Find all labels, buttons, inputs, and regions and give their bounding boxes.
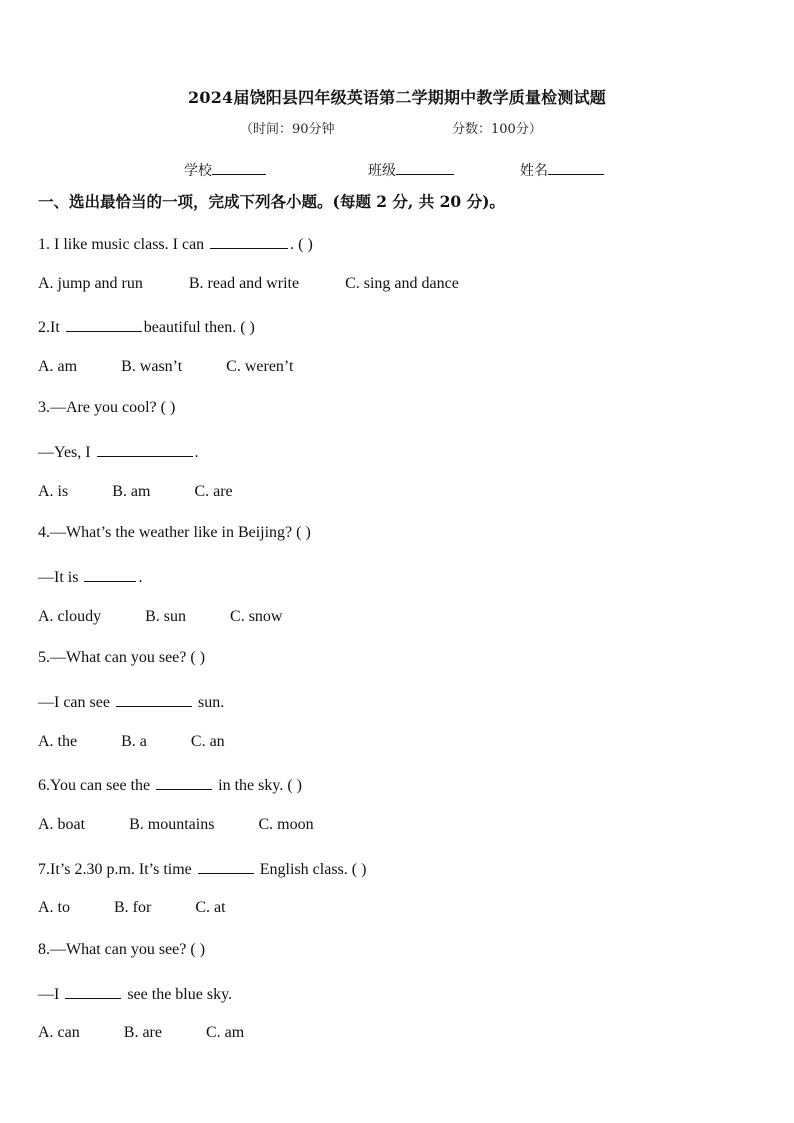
option-a[interactable]: A. is xyxy=(38,483,69,500)
question-3-answer-line xyxy=(38,441,199,462)
question-text: 6.You can see the xyxy=(38,777,155,794)
answer-blank[interactable] xyxy=(97,441,193,457)
question-8 xyxy=(38,941,205,959)
answer-blank[interactable] xyxy=(65,983,121,999)
option-c[interactable]: C. moon xyxy=(258,816,314,833)
name-blank[interactable] xyxy=(548,160,604,175)
question-text: —It is xyxy=(38,569,83,586)
option-c[interactable]: C. am xyxy=(205,1024,245,1041)
question-3 xyxy=(38,399,175,417)
question-6 xyxy=(38,774,302,795)
question-text: 3.—Are you cool? ( ) xyxy=(38,399,176,416)
question-text: 4.—What’s the weather like in Beijing? ( ) xyxy=(38,524,311,541)
school-field xyxy=(184,160,266,180)
option-b[interactable]: B. read and write xyxy=(188,275,300,292)
question-text: . xyxy=(138,569,143,586)
option-c[interactable]: C. weren’t xyxy=(226,358,294,375)
option-a[interactable]: A. am xyxy=(38,358,78,375)
options-8 xyxy=(38,1024,244,1042)
question-text: . ( ) xyxy=(290,236,313,253)
question-text: beautiful then. ( ) xyxy=(143,319,255,336)
question-text: in the sky. ( ) xyxy=(214,777,302,794)
name-field xyxy=(520,160,604,180)
question-5 xyxy=(38,649,205,667)
question-text: —Yes, I xyxy=(38,444,95,461)
question-2 xyxy=(38,316,255,337)
answer-blank[interactable] xyxy=(198,858,254,874)
option-b[interactable]: B. a xyxy=(121,733,147,750)
answer-blank[interactable] xyxy=(116,691,192,707)
option-b[interactable]: B. mountains xyxy=(129,816,215,833)
question-text: 8.—What can you see? ( ) xyxy=(38,941,206,958)
option-c[interactable]: C. at xyxy=(195,899,226,916)
options-7 xyxy=(38,899,226,917)
options-1 xyxy=(38,275,459,293)
options-2 xyxy=(38,358,293,376)
question-text: sun. xyxy=(193,694,225,711)
class-label: 班级 xyxy=(368,163,396,179)
question-4 xyxy=(38,524,311,542)
option-c[interactable]: C. sing and dance xyxy=(345,275,459,292)
question-5-answer-line xyxy=(38,691,224,712)
exam-time: （时间：90分钟 xyxy=(240,122,335,137)
school-blank[interactable] xyxy=(212,160,266,175)
answer-blank[interactable] xyxy=(84,566,136,582)
option-b[interactable]: B. am xyxy=(112,483,151,500)
option-a[interactable]: A. cloudy xyxy=(38,608,102,625)
question-text: English class. ( ) xyxy=(255,861,367,878)
options-4 xyxy=(38,608,282,626)
question-text: —I xyxy=(38,986,64,1003)
answer-blank[interactable] xyxy=(66,316,142,332)
question-text: 1. I like music class. I can xyxy=(38,236,209,253)
answer-blank[interactable] xyxy=(210,233,288,249)
option-b[interactable]: B. are xyxy=(123,1024,162,1041)
option-a[interactable]: A. the xyxy=(38,733,78,750)
option-b[interactable]: B. sun xyxy=(145,608,187,625)
question-4-answer-line xyxy=(38,566,142,587)
class-blank[interactable] xyxy=(396,160,454,175)
option-a[interactable]: A. can xyxy=(38,1024,80,1041)
question-text: 7.It’s 2.30 p.m. It’s time xyxy=(38,861,196,878)
option-c[interactable]: C. an xyxy=(190,733,225,750)
answer-blank[interactable] xyxy=(156,774,212,790)
section-heading: 一、选出最恰当的一项，完成下列各小题。(每题 2 分, 共 20 分)。 xyxy=(38,192,505,211)
question-7 xyxy=(38,858,366,879)
page-title: 2024届饶阳县四年级英语第二学期期中教学质量检测试题 xyxy=(188,88,606,107)
options-6 xyxy=(38,816,314,834)
question-text: —I can see xyxy=(38,694,114,711)
exam-score: 分数：100分） xyxy=(452,122,542,137)
options-5 xyxy=(38,733,225,751)
question-text: 2.It xyxy=(38,319,64,336)
option-c[interactable]: C. are xyxy=(194,483,233,500)
question-text: see the blue sky. xyxy=(123,986,233,1003)
school-label: 学校 xyxy=(184,163,212,179)
class-field xyxy=(368,160,454,180)
name-label: 姓名 xyxy=(520,163,548,179)
option-c[interactable]: C. snow xyxy=(230,608,283,625)
option-a[interactable]: A. to xyxy=(38,899,70,916)
question-8-answer-line xyxy=(38,983,232,1004)
option-a[interactable]: A. boat xyxy=(38,816,86,833)
options-3 xyxy=(38,483,233,501)
question-text: . xyxy=(194,444,199,461)
option-a[interactable]: A. jump and run xyxy=(38,275,143,292)
option-b[interactable]: B. for xyxy=(114,899,152,916)
option-b[interactable]: B. wasn’t xyxy=(121,358,183,375)
question-text: 5.—What can you see? ( ) xyxy=(38,649,206,666)
question-1 xyxy=(38,233,313,254)
